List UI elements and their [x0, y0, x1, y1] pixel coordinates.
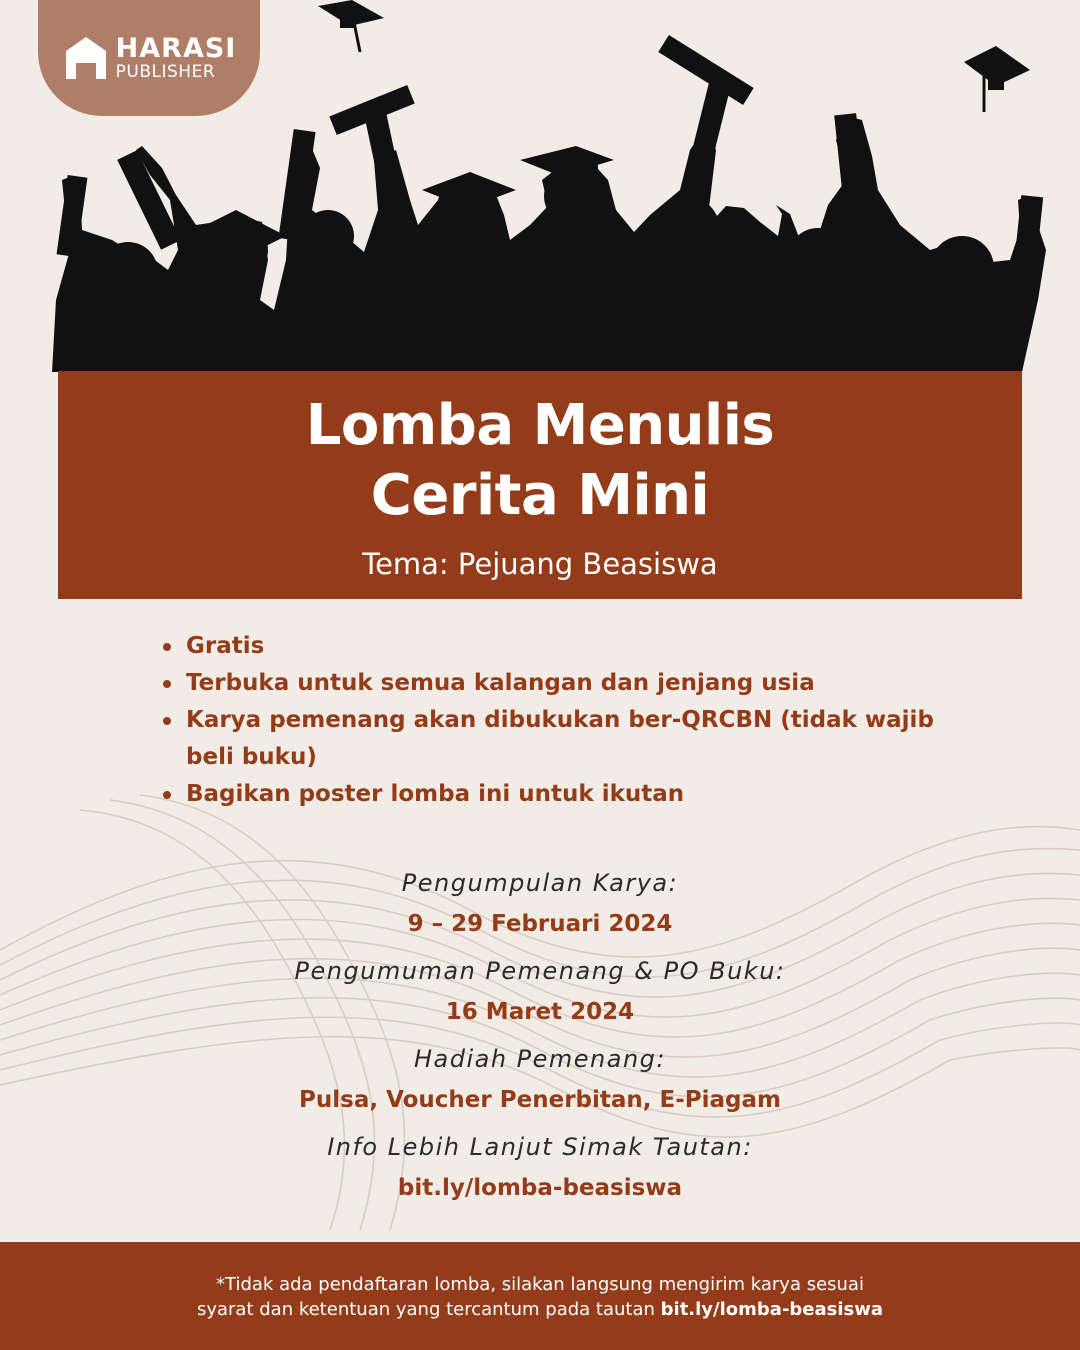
footer-line-1: *Tidak ada pendaftaran lomba, silakan langsung mengirim karya sesuai — [216, 1274, 864, 1295]
prize-value: Pulsa, Voucher Penerbitan, E-Piagam — [299, 1087, 781, 1113]
announcement-date: 16 Maret 2024 — [445, 999, 635, 1025]
list-item: Terbuka untuk semua kalangan dan jenjang usia — [160, 665, 950, 702]
title-banner — [58, 371, 1022, 599]
theme-subtitle: Tema: Pejuang Beasiswa — [362, 547, 718, 581]
flying-cap-icon — [964, 46, 1030, 112]
footer-note — [0, 1242, 1080, 1350]
footer-link[interactable]: bit.ly/lomba-beasiswa — [660, 1299, 884, 1320]
submission-dates: 9 – 29 Februari 2024 — [407, 911, 673, 937]
more-info-label: Info Lebih Lanjut Simak Tautan: — [327, 1133, 753, 1161]
graduates-silhouette — [0, 0, 1080, 380]
list-item: Bagikan poster lomba ini untuk ikutan — [160, 776, 950, 813]
list-item: Gratis — [160, 628, 950, 665]
footer-line-2-text: syarat dan ketentuan yang tercantum pada tautan — [196, 1299, 655, 1320]
list-item: Karya pemenang akan dibukukan ber-QRCBN (tidak wajib beli buku) — [160, 702, 950, 776]
logo-subtitle: PUBLISHER — [115, 62, 216, 82]
title-line-1: Lomba Menulis — [305, 393, 775, 458]
benefits-list — [160, 628, 950, 813]
footer-line-2 — [0, 1297, 1080, 1322]
event-info — [0, 862, 1080, 1214]
announcement-label: Pengumuman Pemenang & PO Buku: — [294, 957, 786, 985]
flying-cap-icon — [318, 0, 384, 52]
more-info-link[interactable]: bit.ly/lomba-beasiswa — [397, 1175, 683, 1201]
prize-label: Hadiah Pemenang: — [413, 1045, 667, 1073]
logo-name: HARASI — [115, 33, 237, 64]
submission-label: Pengumpulan Karya: — [401, 869, 679, 897]
title-line-2: Cerita Mini — [370, 463, 710, 528]
